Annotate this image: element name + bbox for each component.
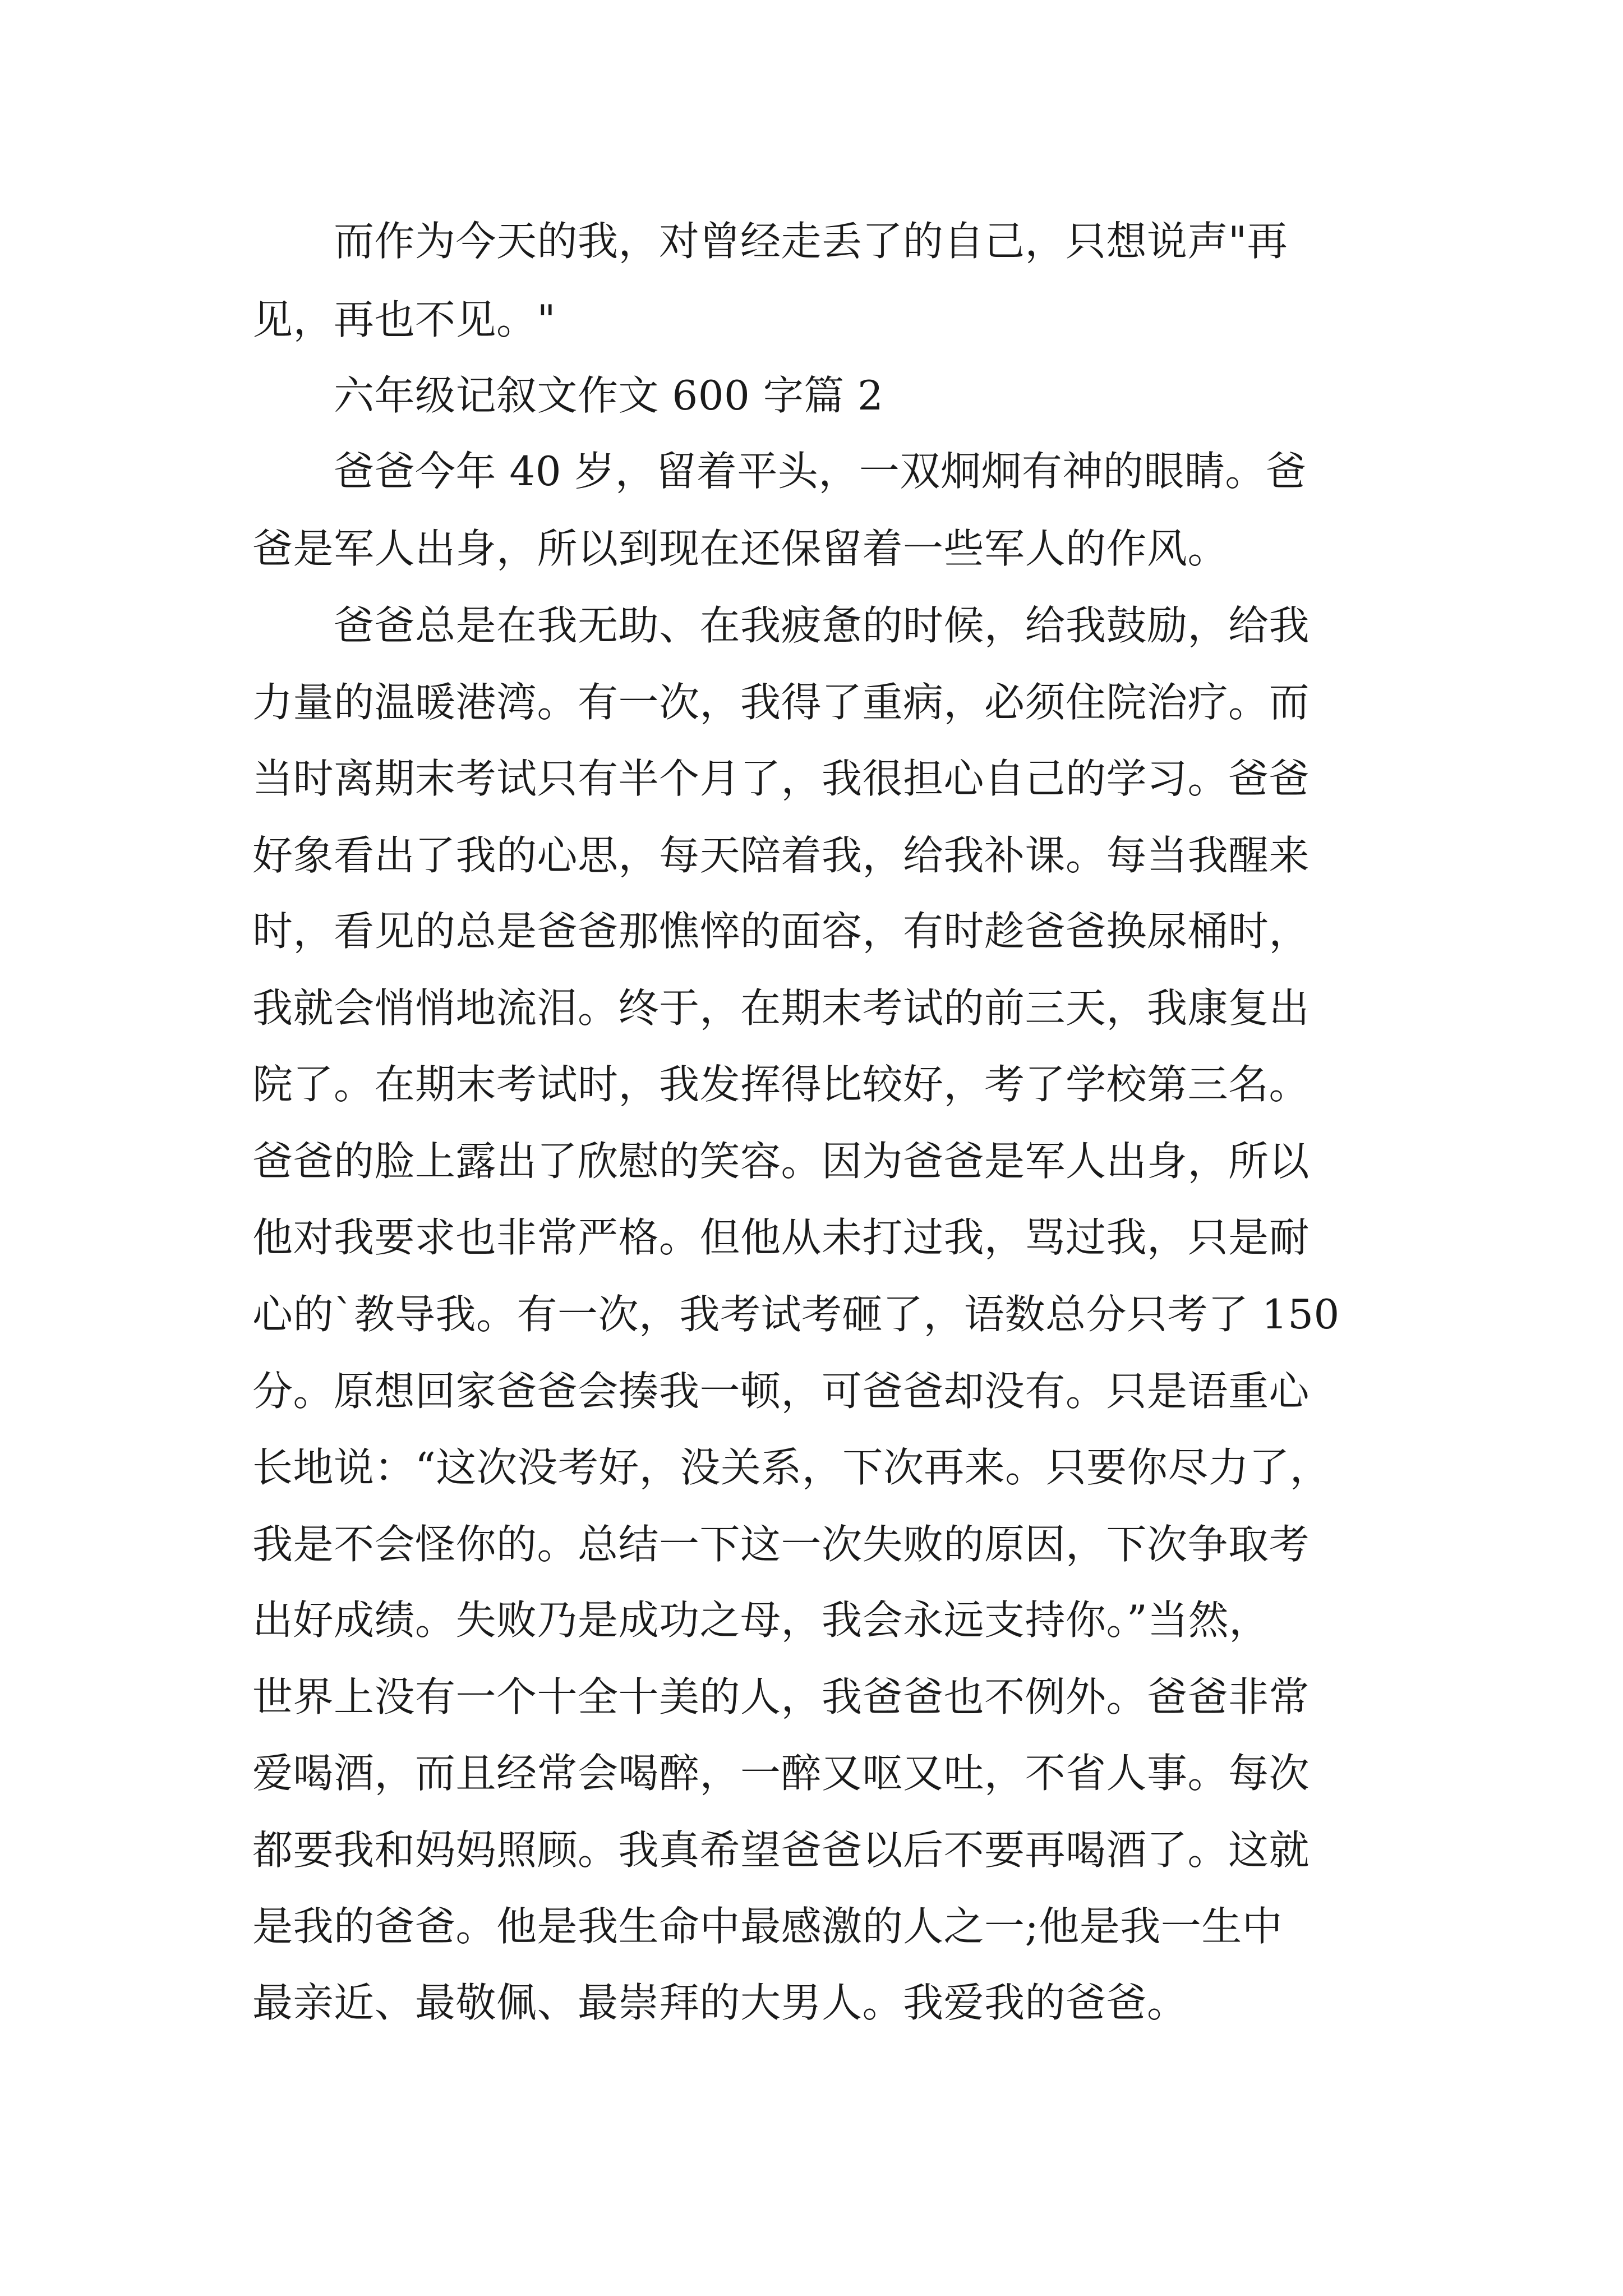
text-line: 是我的爸爸。他是我生命中最感激的人之一;他是我一生中 — [252, 1903, 1283, 1950]
text-line: 分。原想回家爸爸会揍我一顿，可爸爸却没有。只是语重心 — [252, 1368, 1310, 1415]
text-line: 爸是军人出身，所以到现在还保留着一些军人的作风。 — [252, 525, 1229, 572]
text-line: 而作为今天的我，对曾经走丢了的自己，只想说声"再 — [334, 218, 1288, 265]
text-line: 世界上没有一个十全十美的人，我爸爸也不例外。爸爸非常 — [252, 1673, 1310, 1720]
text-line: 都要我和妈妈照顾。我真希望爸爸以后不要再喝酒了。这就 — [252, 1826, 1310, 1874]
text-line: 心的`教导我。有一次，我考试考砸了，语数总分只考了 150 — [252, 1291, 1340, 1338]
text-line: 见，再也不见。" — [252, 296, 556, 343]
text-line: 时，看见的总是爸爸那憔悴的面容，有时趁爸爸换尿桶时， — [252, 908, 1310, 955]
text-line: 出好成绩。失败乃是成功之母，我会永远支持你。”当然， — [252, 1596, 1270, 1644]
text-line: 我是不会怪你的。总结一下这一次失败的原因，下次争取考 — [252, 1521, 1310, 1568]
text-line: 我就会悄悄地流泪。终于，在期末考试的前三天，我康复出 — [252, 984, 1310, 1032]
text-line: 长地说：“这次没考好，没关系，下次再来。只要你尽力了， — [252, 1444, 1331, 1491]
text-line: 爱喝酒，而且经常会喝醉，一醉又呕又吐，不省人事。每次 — [252, 1750, 1310, 1797]
section-heading: 六年级记叙文作文 600 字篇 2 — [334, 372, 884, 419]
text-line: 爸爸总是在我无助、在我疲惫的时候，给我鼓励，给我 — [334, 602, 1310, 649]
text-line: 力量的温暖港湾。有一次，我得了重病，必须住院治疗。而 — [252, 679, 1310, 726]
text-line: 爸爸今年 40 岁，留着平头，一双炯炯有神的眼睛。爸 — [334, 448, 1307, 495]
text-line: 院了。在期末考试时，我发挥得比较好，考了学校第三名。 — [252, 1061, 1310, 1108]
text-line: 他对我要求也非常严格。但他从未打过我，骂过我，只是耐 — [252, 1214, 1310, 1261]
text-line: 好象看出了我的心思，每天陪着我，给我补课。每当我醒来 — [252, 832, 1310, 879]
text-line: 爸爸的脸上露出了欣慰的笑容。因为爸爸是军人出身，所以 — [252, 1138, 1310, 1185]
text-line: 最亲近、最敬佩、最崇拜的大男人。我爱我的爸爸。 — [252, 1979, 1188, 2026]
text-line: 当时离期末考试只有半个月了，我很担心自己的学习。爸爸 — [252, 755, 1310, 802]
